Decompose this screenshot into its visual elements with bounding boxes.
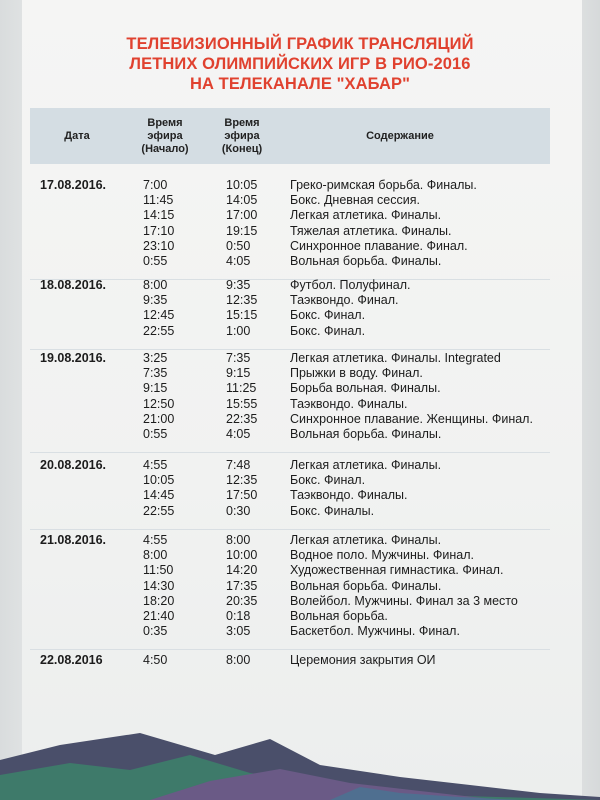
program-title: Баскетбол. Мужчины. Финал. <box>290 624 460 639</box>
start-time: 0:55 <box>143 254 168 268</box>
program-title: Бокс. Дневная сессия. <box>290 193 420 208</box>
program-title: Вольная борьба. Финалы. <box>290 427 442 441</box>
start-time: 10:05 <box>143 473 175 488</box>
end-time: 12:35 <box>226 293 258 308</box>
start-time: 8:00 <box>143 278 168 292</box>
end-time: 17:00 <box>226 208 258 223</box>
decorative-mountains <box>0 725 600 800</box>
program-title: Греко-римская борьба. Финалы. <box>290 178 477 192</box>
start-time: 17:10 <box>143 223 175 238</box>
program-title: Легкая атлетика. Финалы. <box>290 208 442 223</box>
end-time: 17:35 <box>226 578 258 593</box>
end-time: 0:18 <box>226 609 251 623</box>
end-time: 19:15 <box>226 223 258 238</box>
start-time: 12:45 <box>143 308 175 323</box>
start-time: 4:50 <box>143 653 168 667</box>
program-title: Синхронное плавание. Женщины. Финал. <box>290 411 533 426</box>
day-date: 21.08.2016. <box>40 533 107 547</box>
day-date: 19.08.2016. <box>40 351 107 365</box>
start-time: 4:55 <box>143 533 168 547</box>
start-time: 4:55 <box>143 458 168 472</box>
start-time: 0:35 <box>143 624 168 639</box>
day-divider <box>30 529 550 530</box>
start-time: 21:00 <box>143 411 175 426</box>
end-time: 4:05 <box>226 427 251 441</box>
program-title: Футбол. Полуфинал. <box>290 278 411 292</box>
program-title: Тяжелая атлетика. Финалы. <box>290 223 452 238</box>
program-title: Бокс. Финал. <box>290 323 366 338</box>
start-time: 0:55 <box>143 427 168 441</box>
program-title: Бокс. Финал. <box>290 308 366 323</box>
end-time: 7:35 <box>226 351 251 365</box>
header-start-time: Время эфира (Начало) <box>141 116 189 155</box>
program-title: Вольная борьба. Финалы. <box>290 578 442 593</box>
program-title: Вольная борьба. <box>290 609 388 623</box>
start-time: 18:20 <box>143 593 175 608</box>
day-divider <box>30 452 550 453</box>
start-time: 11:45 <box>143 193 174 208</box>
end-time: 4:05 <box>226 254 251 268</box>
program-title: Водное поло. Мужчины. Финал. <box>290 548 474 563</box>
program-title: Легкая атлетика. Финалы. Integrated <box>290 351 501 365</box>
program-title: Таэквондо. Финалы. <box>290 396 408 411</box>
start-time: 7:35 <box>143 366 168 381</box>
program-title: Таэквондо. Финалы. <box>290 488 408 503</box>
start-time: 12:50 <box>143 396 175 411</box>
day-date: 17.08.2016. <box>40 178 107 192</box>
end-time: 0:50 <box>226 238 251 253</box>
title-line: НА ТЕЛЕКАНАЛЕ "ХАБАР" <box>189 75 411 93</box>
program-title: Церемония закрытия ОИ <box>290 653 436 667</box>
end-time: 11:25 <box>226 381 257 396</box>
start-time: 14:15 <box>143 208 175 223</box>
day-date: 18.08.2016. <box>40 278 107 292</box>
end-time: 7:48 <box>226 458 251 472</box>
program-title: Бокс. Финалы. <box>290 503 375 518</box>
start-time: 21:40 <box>143 609 175 623</box>
end-time: 14:05 <box>226 193 258 208</box>
start-time: 3:25 <box>143 351 168 365</box>
start-time: 14:45 <box>143 488 175 503</box>
end-time: 1:00 <box>226 323 251 338</box>
end-time: 3:05 <box>226 624 251 639</box>
end-time: 8:00 <box>226 533 251 547</box>
end-time: 20:35 <box>226 593 258 608</box>
start-time: 11:50 <box>143 563 174 578</box>
start-time: 23:10 <box>143 238 175 253</box>
program-title: Вольная борьба. Финалы. <box>290 254 442 268</box>
program-title: Таэквондо. Финал. <box>290 293 399 308</box>
day-date: 20.08.2016. <box>40 458 107 472</box>
start-time: 9:35 <box>143 293 168 308</box>
day-divider <box>30 649 550 650</box>
end-time: 10:00 <box>226 548 258 563</box>
end-time: 9:15 <box>226 366 251 381</box>
end-time: 22:35 <box>226 411 258 426</box>
end-time: 15:15 <box>226 308 258 323</box>
start-time: 14:30 <box>143 578 175 593</box>
program-title: Легкая атлетика. Финалы. <box>290 533 442 547</box>
program-title: Волейбол. Мужчины. Финал за 3 место <box>290 593 518 608</box>
end-time: 0:30 <box>226 503 251 518</box>
start-time: 7:00 <box>143 178 168 192</box>
start-time: 8:00 <box>143 548 168 563</box>
end-time: 8:00 <box>226 653 251 667</box>
program-title: Прыжки в воду. Финал. <box>290 366 423 381</box>
end-time: 10:05 <box>226 178 258 192</box>
end-time: 17:50 <box>226 488 258 503</box>
end-time: 15:55 <box>226 396 258 411</box>
program-title: Художественная гимнастика. Финал. <box>290 563 504 578</box>
program-title: Бокс. Финал. <box>290 473 366 488</box>
program-title: Синхронное плавание. Финал. <box>290 238 468 253</box>
header-content: Содержание <box>366 129 434 142</box>
program-title: Легкая атлетика. Финалы. <box>290 458 442 472</box>
header-date: Дата <box>64 129 90 142</box>
title-line: ЛЕТНИХ ОЛИМПИЙСКИХ ИГР В РИО-2016 <box>129 55 471 73</box>
day-divider <box>30 349 550 350</box>
start-time: 22:55 <box>143 323 175 338</box>
start-time: 22:55 <box>143 503 175 518</box>
program-title: Борьба вольная. Финалы. <box>290 381 441 396</box>
header-end-time: Время эфира (Конец) <box>221 116 263 155</box>
start-time: 9:15 <box>143 381 168 396</box>
title-line: ТЕЛЕВИЗИОННЫЙ ГРАФИК ТРАНСЛЯЦИЙ <box>126 35 474 53</box>
end-time: 14:20 <box>226 563 258 578</box>
end-time: 12:35 <box>226 473 258 488</box>
end-time: 9:35 <box>226 278 251 292</box>
day-date: 22.08.2016 <box>40 653 103 667</box>
